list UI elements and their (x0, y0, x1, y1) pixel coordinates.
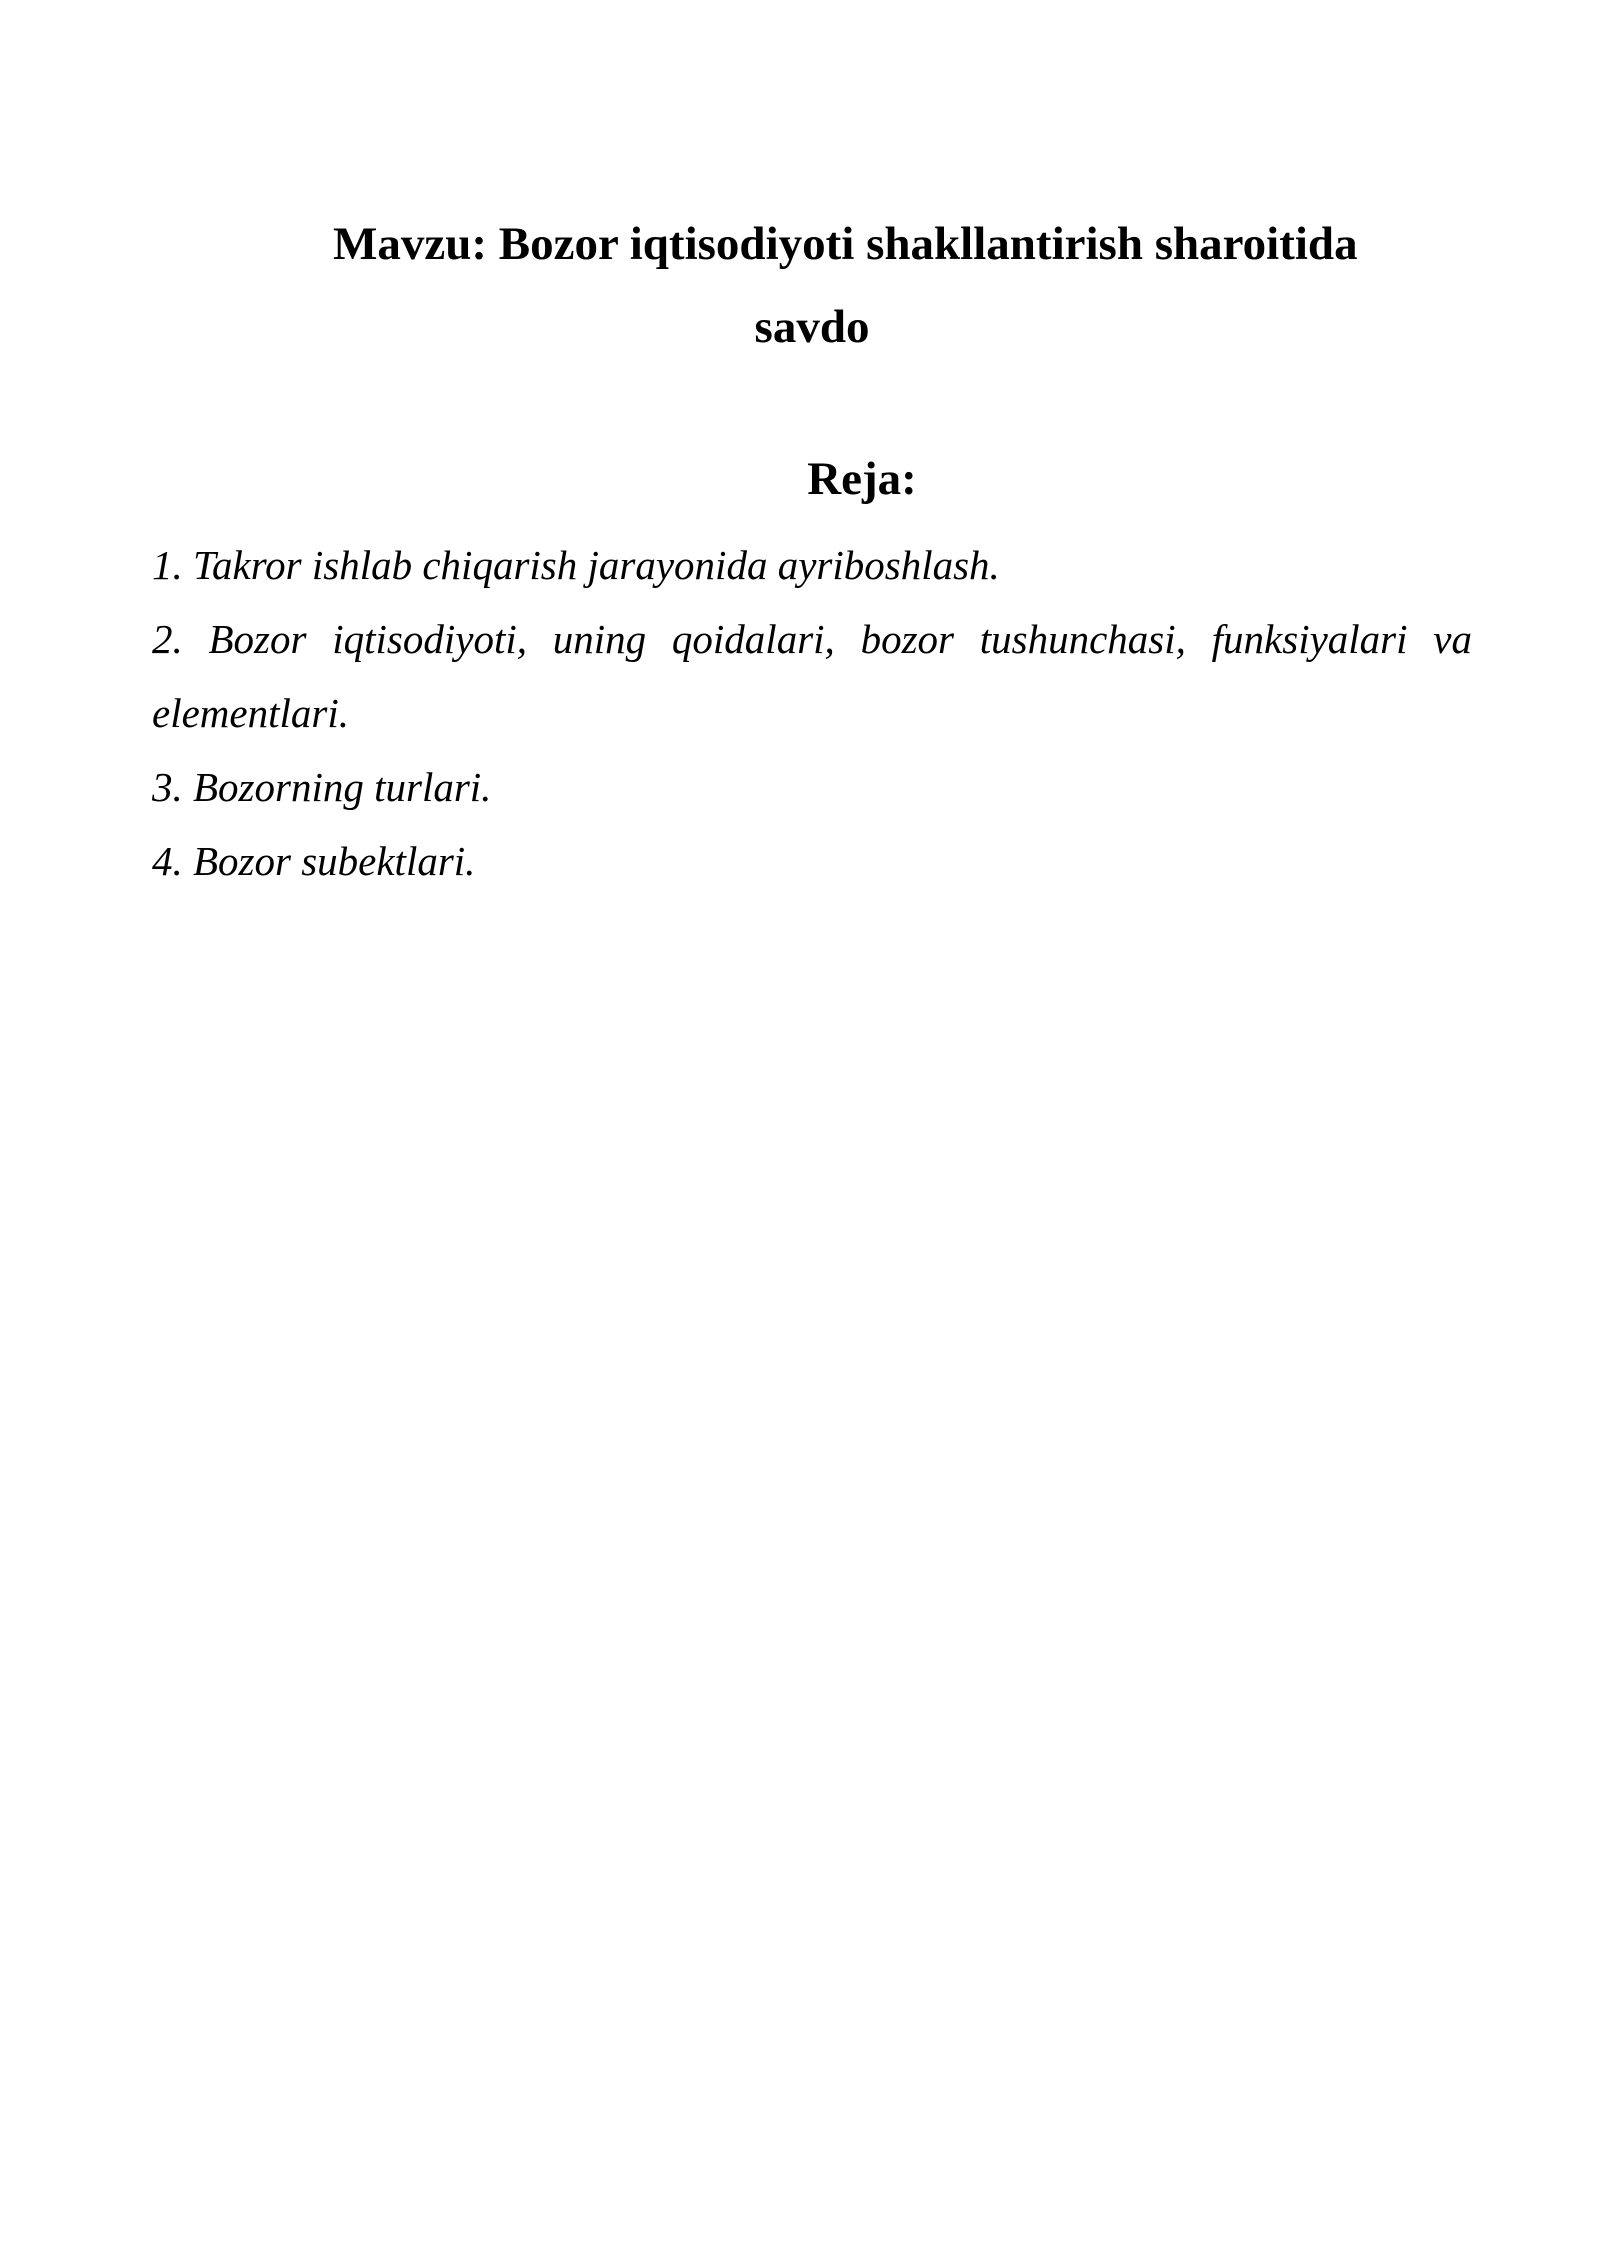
plan-item-2: 2. Bozor iqtisodiyoti, uning qoidalari, bozor tushunchasi, funksiyalari va elementlari. (152, 616, 1472, 736)
plan-list (152, 528, 1472, 898)
plan-heading: Reja: (807, 453, 917, 505)
plan-item-3: 3. Bozorning turlari. (152, 764, 492, 810)
document-title: Mavzu: Bozor iqtisodiyoti shakllantirish sharoitida (333, 218, 1358, 270)
plan-item-4: 4. Bozor subektlari. (152, 838, 476, 884)
document-title-continuation: savdo (754, 301, 870, 353)
plan-item-1: 1. Takror ishlab chiqarish jarayonida ayriboshlash. (152, 542, 1000, 588)
